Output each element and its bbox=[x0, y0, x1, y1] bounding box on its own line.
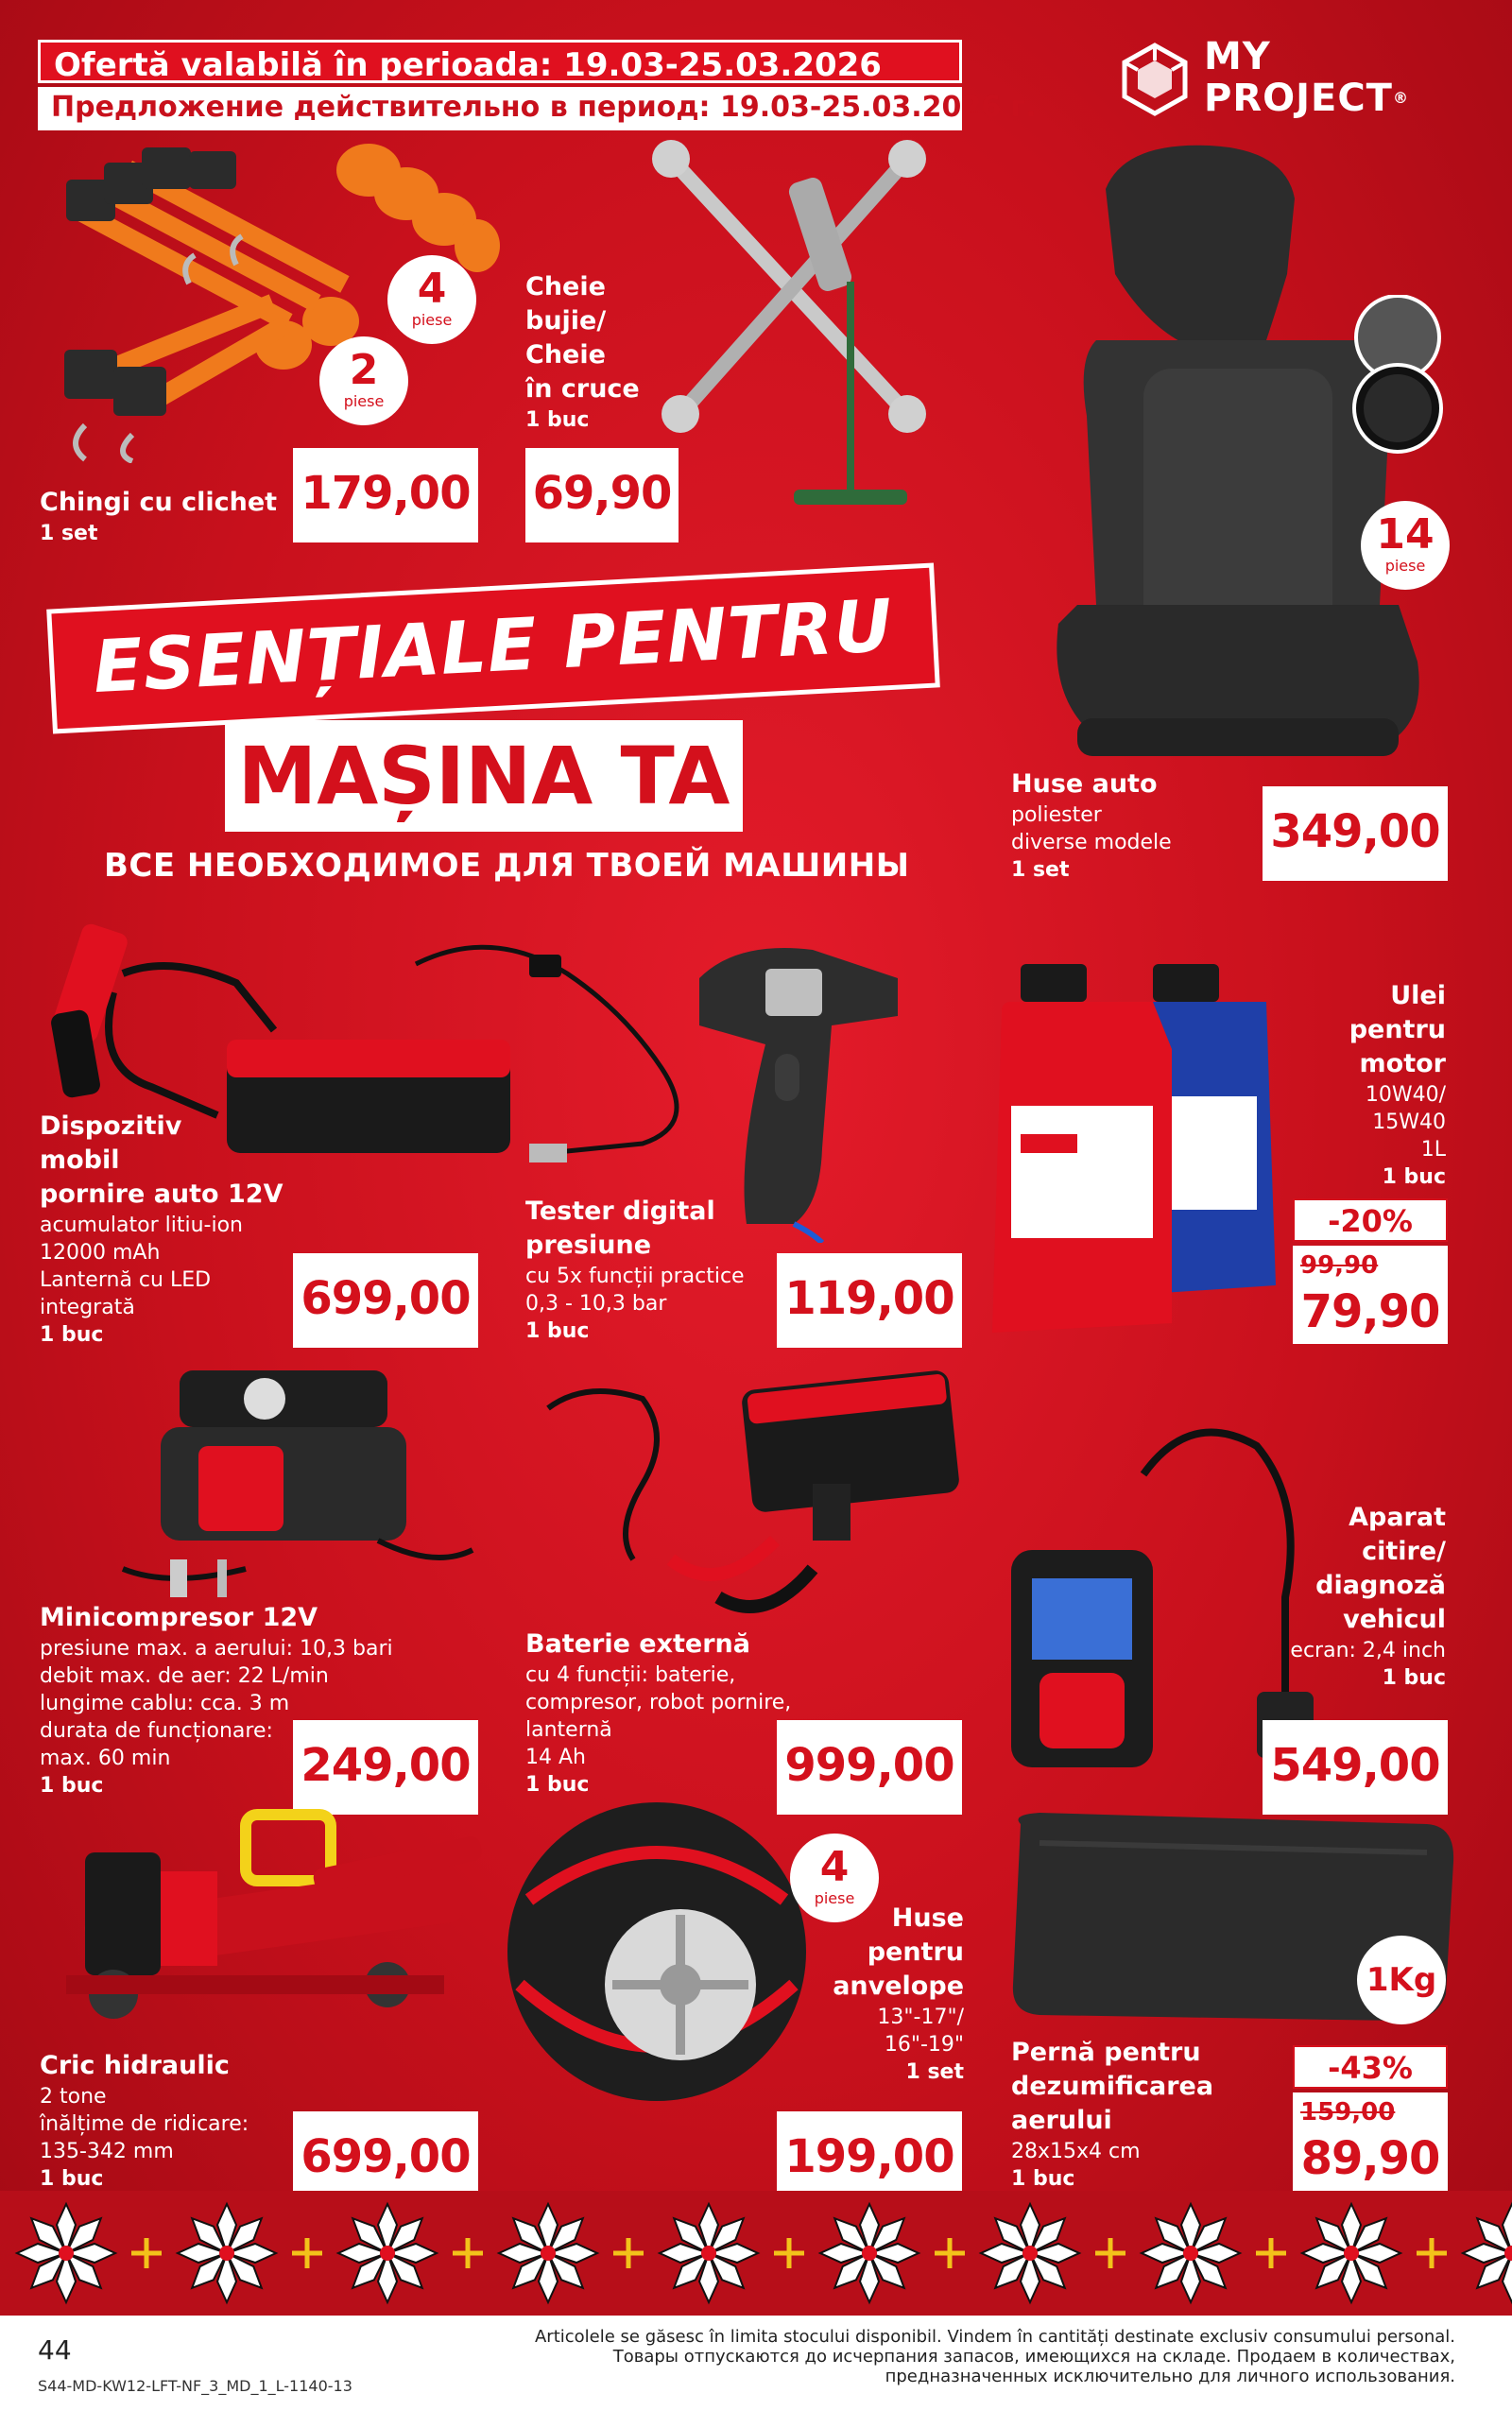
price-tag: 699,00 bbox=[293, 1253, 478, 1348]
brand-registered-mark: ® bbox=[1392, 89, 1409, 107]
tire-cover-image bbox=[501, 1796, 813, 2108]
brand-line-2: PROJECT bbox=[1204, 77, 1393, 120]
product-title-line: pornire auto 12V bbox=[40, 1180, 284, 1209]
product-desc: lanternă bbox=[525, 1718, 612, 1742]
product-qty: 1 buc bbox=[40, 1323, 104, 1347]
product-desc: 10W40/ bbox=[1365, 1083, 1446, 1107]
product-desc: cu 4 funcții: baterie, bbox=[525, 1663, 736, 1687]
product-title: Cric hidraulic bbox=[40, 2051, 230, 2080]
product-qty: 1 set bbox=[40, 522, 98, 545]
product-desc: durata de funcționare: bbox=[40, 1719, 273, 1743]
product-title-line: Ulei bbox=[1390, 981, 1446, 1010]
product-title-line: anvelope bbox=[833, 1972, 964, 2001]
product-qty: 1 set bbox=[1011, 858, 1070, 882]
tester-info bbox=[525, 1195, 809, 1345]
product-qty: 1 buc bbox=[525, 1773, 590, 1797]
headline-line-2: MAȘINA TA bbox=[225, 720, 743, 832]
product-title-line: dezumificarea bbox=[1011, 2072, 1214, 2101]
battery-info bbox=[525, 1627, 809, 1799]
price-tag bbox=[1293, 2092, 1448, 2191]
print-code: S44-MD-KW12-LFT-NF_3_MD_1_L-1140-13 bbox=[38, 2377, 352, 2395]
product-desc: Lanternă cu LED bbox=[40, 1268, 212, 1292]
product-desc: cu 5x funcții practice bbox=[525, 1265, 745, 1288]
ornament-star bbox=[660, 2204, 758, 2302]
product-desc: 135-342 mm bbox=[40, 2140, 174, 2163]
product-desc: ecran: 2,4 inch bbox=[1290, 1639, 1446, 1662]
product-qty: 1 buc bbox=[525, 1319, 590, 1343]
booster-info bbox=[40, 1110, 323, 1349]
product-desc: debit max. de aer: 22 L/min bbox=[40, 1664, 329, 1688]
product-title-line: Cheie bbox=[525, 272, 606, 301]
product-title-line: pentru bbox=[867, 1937, 964, 1967]
product-desc: înălțime de ridicare: bbox=[40, 2112, 249, 2136]
product-desc: 14 Ah bbox=[525, 1746, 586, 1769]
product-title-line: Aparat bbox=[1349, 1503, 1446, 1532]
ornament-star bbox=[1142, 2204, 1240, 2302]
new-price: 89,90 bbox=[1300, 2132, 1440, 2185]
product-title-line: Huse bbox=[891, 1903, 964, 1933]
product-qty: 1 buc bbox=[40, 2167, 104, 2191]
headline-line-1: ESENȚIALE PENTRU bbox=[46, 562, 940, 733]
wrench-info bbox=[525, 270, 696, 434]
motor-oil-image bbox=[983, 945, 1285, 1342]
product-desc: presiune max. a aerului: 10,3 bari bbox=[40, 1637, 393, 1661]
power-bank-image bbox=[529, 1370, 983, 1626]
price-tag: 549,00 bbox=[1263, 1720, 1448, 1815]
hydraulic-jack-image bbox=[28, 1796, 501, 2041]
product-desc: max. 60 min bbox=[40, 1747, 171, 1770]
product-title: Baterie externă bbox=[525, 1629, 751, 1659]
price-tag: 69,90 bbox=[525, 448, 679, 542]
product-qty: 1 buc bbox=[1382, 1165, 1446, 1189]
product-title-line: Cheie bbox=[525, 340, 606, 370]
seat-info bbox=[1011, 767, 1257, 884]
product-desc: integrată bbox=[40, 1296, 135, 1319]
pieces-badge-4: 4 piese bbox=[790, 1834, 879, 1922]
offer-period-ro: Ofertă valabilă în perioada: 19.03-25.03.2026 bbox=[38, 40, 962, 83]
price-tag: 249,00 bbox=[293, 1720, 478, 1815]
product-title-line: Tester digital bbox=[525, 1197, 715, 1226]
page-number: 44 bbox=[38, 2334, 72, 2366]
disclaimer-ro: Articolele se găsesc în limita stocului disponibil. Vindem în cantități destinate exclusiv consumului personal. bbox=[534, 2327, 1455, 2347]
weight-badge: 1Kg bbox=[1357, 1936, 1446, 2024]
fabric-swatches-image bbox=[1346, 295, 1450, 456]
product-qty: 1 buc bbox=[525, 408, 590, 432]
offer-period-ru: Предложение действительно в период: 19.03-25.03.2026 г. bbox=[38, 87, 962, 130]
product-title: Chingi cu clichet bbox=[40, 488, 278, 517]
product-desc: 13"-17"/ bbox=[877, 2006, 964, 2029]
product-desc: diverse modele bbox=[1011, 831, 1172, 854]
new-price: 79,90 bbox=[1300, 1285, 1440, 1338]
ornament-star bbox=[338, 2204, 437, 2302]
diag-info bbox=[1219, 1501, 1446, 1692]
product-title: Minicompresor 12V bbox=[40, 1603, 318, 1632]
product-title-line: diagnoză bbox=[1315, 1571, 1446, 1600]
product-qty: 1 buc bbox=[1382, 1666, 1446, 1690]
price-tag: 349,00 bbox=[1263, 786, 1448, 881]
disclaimer-ru-line-2: предназначенных исключительно для личного использования. bbox=[885, 2367, 1455, 2386]
pillow-info bbox=[1011, 2036, 1257, 2193]
product-desc: 15W40 bbox=[1372, 1111, 1446, 1134]
pieces-badge-4: 4 piese bbox=[387, 255, 476, 344]
product-desc: 16"-19" bbox=[884, 2033, 964, 2057]
ornament-star bbox=[1302, 2204, 1400, 2302]
price-tag: 119,00 bbox=[777, 1253, 962, 1348]
product-desc: poliester bbox=[1011, 803, 1102, 827]
product-title-line: mobil bbox=[40, 1145, 120, 1175]
product-desc: 1L bbox=[1420, 1138, 1446, 1162]
pieces-badge-14: 14 piese bbox=[1361, 501, 1450, 590]
product-title-line: citire/ bbox=[1362, 1537, 1446, 1566]
straps-info bbox=[40, 486, 285, 547]
product-title-line: presiune bbox=[525, 1231, 652, 1260]
ornament-star bbox=[499, 2204, 597, 2302]
product-qty: 1 set bbox=[905, 2060, 964, 2084]
product-qty: 1 buc bbox=[1011, 2167, 1075, 2191]
stock-disclaimer bbox=[472, 2327, 1455, 2386]
ornament-star bbox=[178, 2204, 276, 2302]
product-title-line: vehicul bbox=[1343, 1605, 1446, 1634]
brand-line-1: MY bbox=[1204, 35, 1271, 78]
product-title: Huse auto bbox=[1011, 769, 1158, 799]
discount-badge: -43% bbox=[1293, 2045, 1448, 2089]
oil-info bbox=[1285, 979, 1446, 1191]
compressor-image bbox=[94, 1352, 491, 1607]
disclaimer-ru-line-1: Товары отпускаются до исчерпания запасов, имеющихся на складе. Продаем в количествах, bbox=[612, 2347, 1455, 2367]
discount-badge: -20% bbox=[1293, 1198, 1448, 1242]
product-title-line: pentru bbox=[1349, 1015, 1446, 1044]
product-title-line: în cruce bbox=[525, 374, 640, 404]
ornament-star bbox=[17, 2204, 115, 2302]
jack-info bbox=[40, 2049, 323, 2193]
price-tag bbox=[1293, 1246, 1448, 1344]
ornament-star bbox=[981, 2204, 1079, 2302]
headline-subtitle-ru: ВСЕ НЕОБХОДИМОЕ ДЛЯ ТВОЕЙ МАШИНЫ bbox=[104, 847, 910, 885]
product-desc: lungime cablu: cca. 3 m bbox=[40, 1692, 290, 1715]
product-desc: 12000 mAh bbox=[40, 1241, 161, 1265]
product-title-line: bujie/ bbox=[525, 306, 607, 336]
tirecover-info bbox=[775, 1902, 964, 2086]
product-qty: 1 buc bbox=[40, 1774, 104, 1798]
price-tag: 999,00 bbox=[777, 1720, 962, 1815]
product-title-line: Dispozitiv bbox=[40, 1111, 182, 1141]
old-price: 99,90 bbox=[1300, 1251, 1379, 1280]
price-tag: 199,00 bbox=[777, 2111, 962, 2206]
old-price: 159,00 bbox=[1300, 2098, 1396, 2127]
product-title-line: aerului bbox=[1011, 2106, 1112, 2135]
folk-ornament-border bbox=[0, 2191, 1512, 2316]
product-desc: 28x15x4 cm bbox=[1011, 2140, 1141, 2163]
brand-logo bbox=[1117, 34, 1457, 125]
price-tag: 179,00 bbox=[293, 448, 478, 542]
product-title-line: motor bbox=[1359, 1049, 1446, 1078]
cube-logo-icon bbox=[1117, 42, 1193, 117]
price-tag: 699,00 bbox=[293, 2111, 478, 2206]
product-desc: acumulator litiu-ion bbox=[40, 1214, 243, 1237]
ornament-star bbox=[820, 2204, 919, 2302]
product-desc: compresor, robot pornire, bbox=[525, 1691, 792, 1714]
product-desc: 0,3 - 10,3 bar bbox=[525, 1292, 667, 1316]
pieces-badge-2: 2 piese bbox=[319, 336, 408, 425]
product-desc: 2 tone bbox=[40, 2085, 107, 2109]
product-title-line: Pernă pentru bbox=[1011, 2038, 1201, 2067]
